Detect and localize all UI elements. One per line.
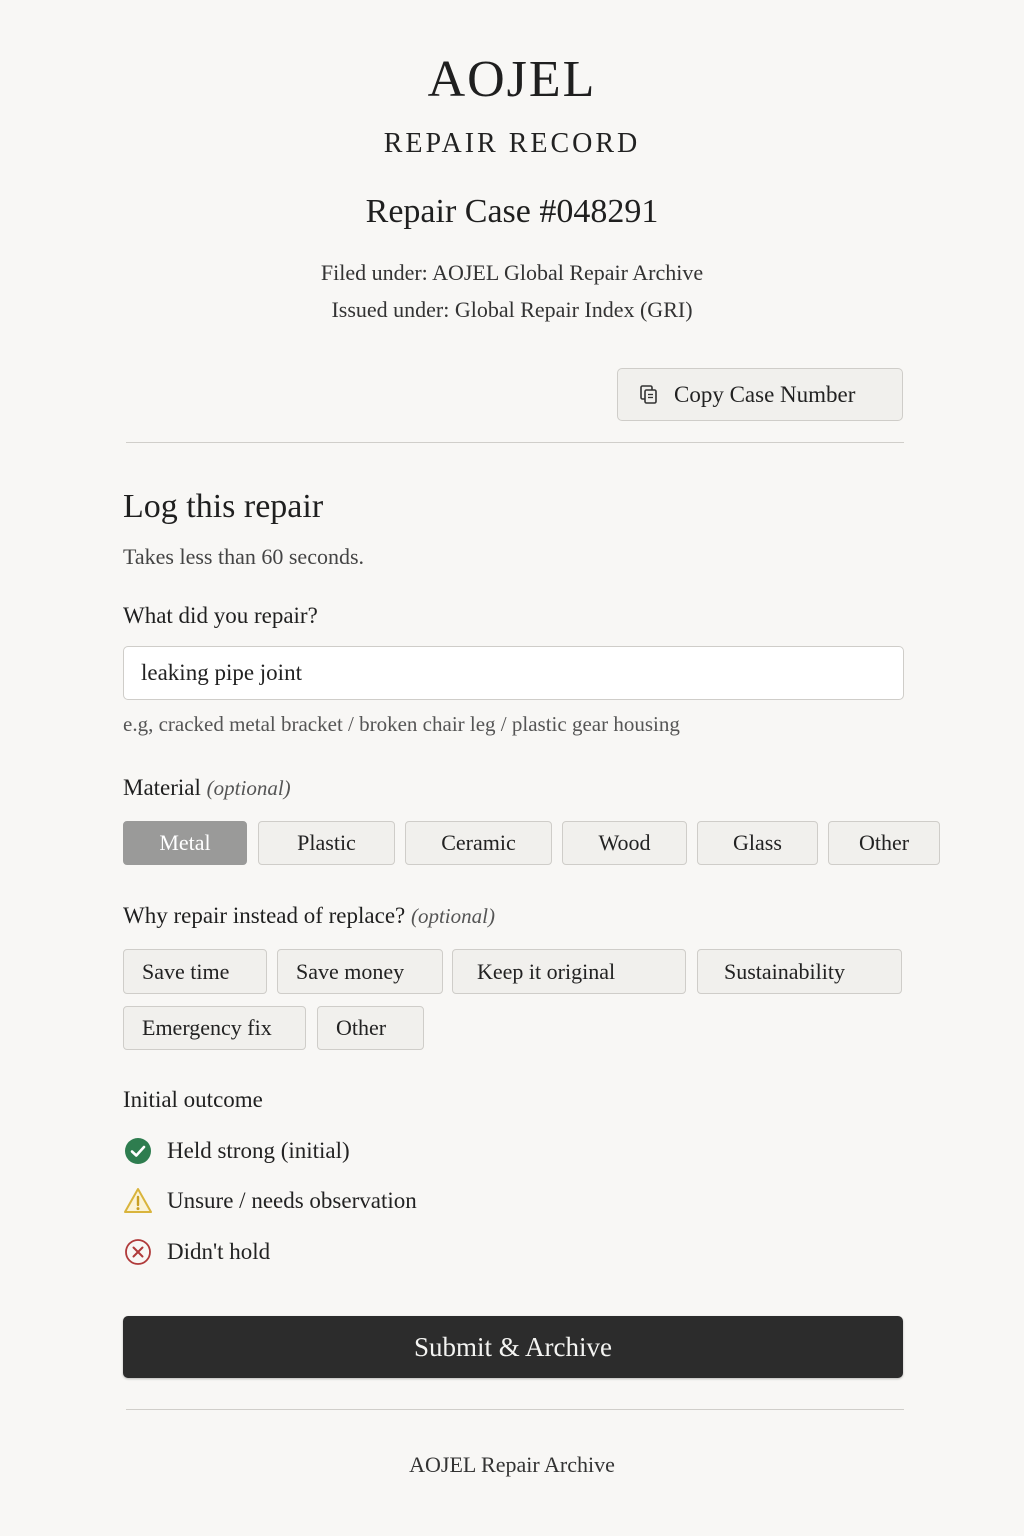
outcome-held-strong[interactable] bbox=[123, 1136, 350, 1166]
outcome-unsure-label: Unsure / needs observation bbox=[167, 1188, 417, 1213]
reason-chip-save-money[interactable]: Save money bbox=[277, 949, 443, 994]
check-circle-icon bbox=[123, 1136, 153, 1166]
repair-item-input[interactable] bbox=[123, 646, 904, 700]
outcome-unsure[interactable] bbox=[123, 1186, 417, 1216]
warning-icon bbox=[123, 1186, 153, 1216]
outcome-label: Initial outcome bbox=[123, 1087, 263, 1112]
material-chip-glass[interactable]: Glass bbox=[697, 821, 818, 865]
material-chip-plastic[interactable]: Plastic bbox=[258, 821, 395, 865]
footer-divider bbox=[126, 1409, 904, 1410]
outcome-didnt-hold-label: Didn't hold bbox=[167, 1239, 271, 1264]
submit-archive-button[interactable]: Submit & Archive bbox=[123, 1316, 903, 1378]
copy-icon bbox=[640, 385, 658, 405]
material-chip-wood[interactable]: Wood bbox=[562, 821, 687, 865]
filed-under-text: Filed under: AOJEL Global Repair Archive bbox=[320, 260, 704, 285]
x-circle-icon bbox=[123, 1237, 153, 1267]
reason-chip-emergency-fix[interactable]: Emergency fix bbox=[123, 1006, 306, 1050]
section-title: Log this repair bbox=[123, 488, 324, 525]
brand-logo: AOJEL bbox=[427, 51, 597, 108]
record-label: REPAIR RECORD bbox=[383, 128, 641, 159]
section-subtitle: Takes less than 60 seconds. bbox=[123, 544, 365, 569]
copy-case-number-label: Copy Case Number bbox=[674, 381, 856, 407]
material-chip-ceramic[interactable]: Ceramic bbox=[405, 821, 552, 865]
reason-chip-other[interactable]: Other bbox=[317, 1006, 424, 1050]
reason-chip-save-time[interactable]: Save time bbox=[123, 949, 267, 994]
case-title: Repair Case #048291 bbox=[365, 193, 659, 230]
material-chip-other[interactable]: Other bbox=[828, 821, 940, 865]
header-divider bbox=[126, 442, 904, 443]
repair-hint: e.g, cracked metal bracket / broken chair leg / plastic gear housing bbox=[123, 712, 680, 736]
reason-chip-sustainability[interactable]: Sustainability bbox=[697, 949, 902, 994]
material-optional-text: (optional) bbox=[206, 776, 291, 800]
reason-chip-keep-original[interactable]: Keep it original bbox=[452, 949, 686, 994]
material-label bbox=[123, 775, 291, 801]
repair-question-label: What did you repair? bbox=[123, 603, 318, 628]
outcome-didnt-hold[interactable] bbox=[123, 1237, 270, 1267]
material-label-text: Material bbox=[123, 775, 201, 800]
issued-under-text: Issued under: Global Repair Index (GRI) bbox=[331, 297, 693, 322]
reason-label bbox=[123, 903, 495, 929]
reason-optional-text: (optional) bbox=[410, 904, 495, 928]
reason-label-text: Why repair instead of replace? bbox=[123, 903, 406, 928]
outcome-held-strong-label: Held strong (initial) bbox=[167, 1138, 350, 1163]
copy-case-number-button[interactable] bbox=[617, 368, 903, 421]
footer-text: AOJEL Repair Archive bbox=[409, 1452, 615, 1477]
material-chip-metal[interactable]: Metal bbox=[123, 821, 247, 865]
